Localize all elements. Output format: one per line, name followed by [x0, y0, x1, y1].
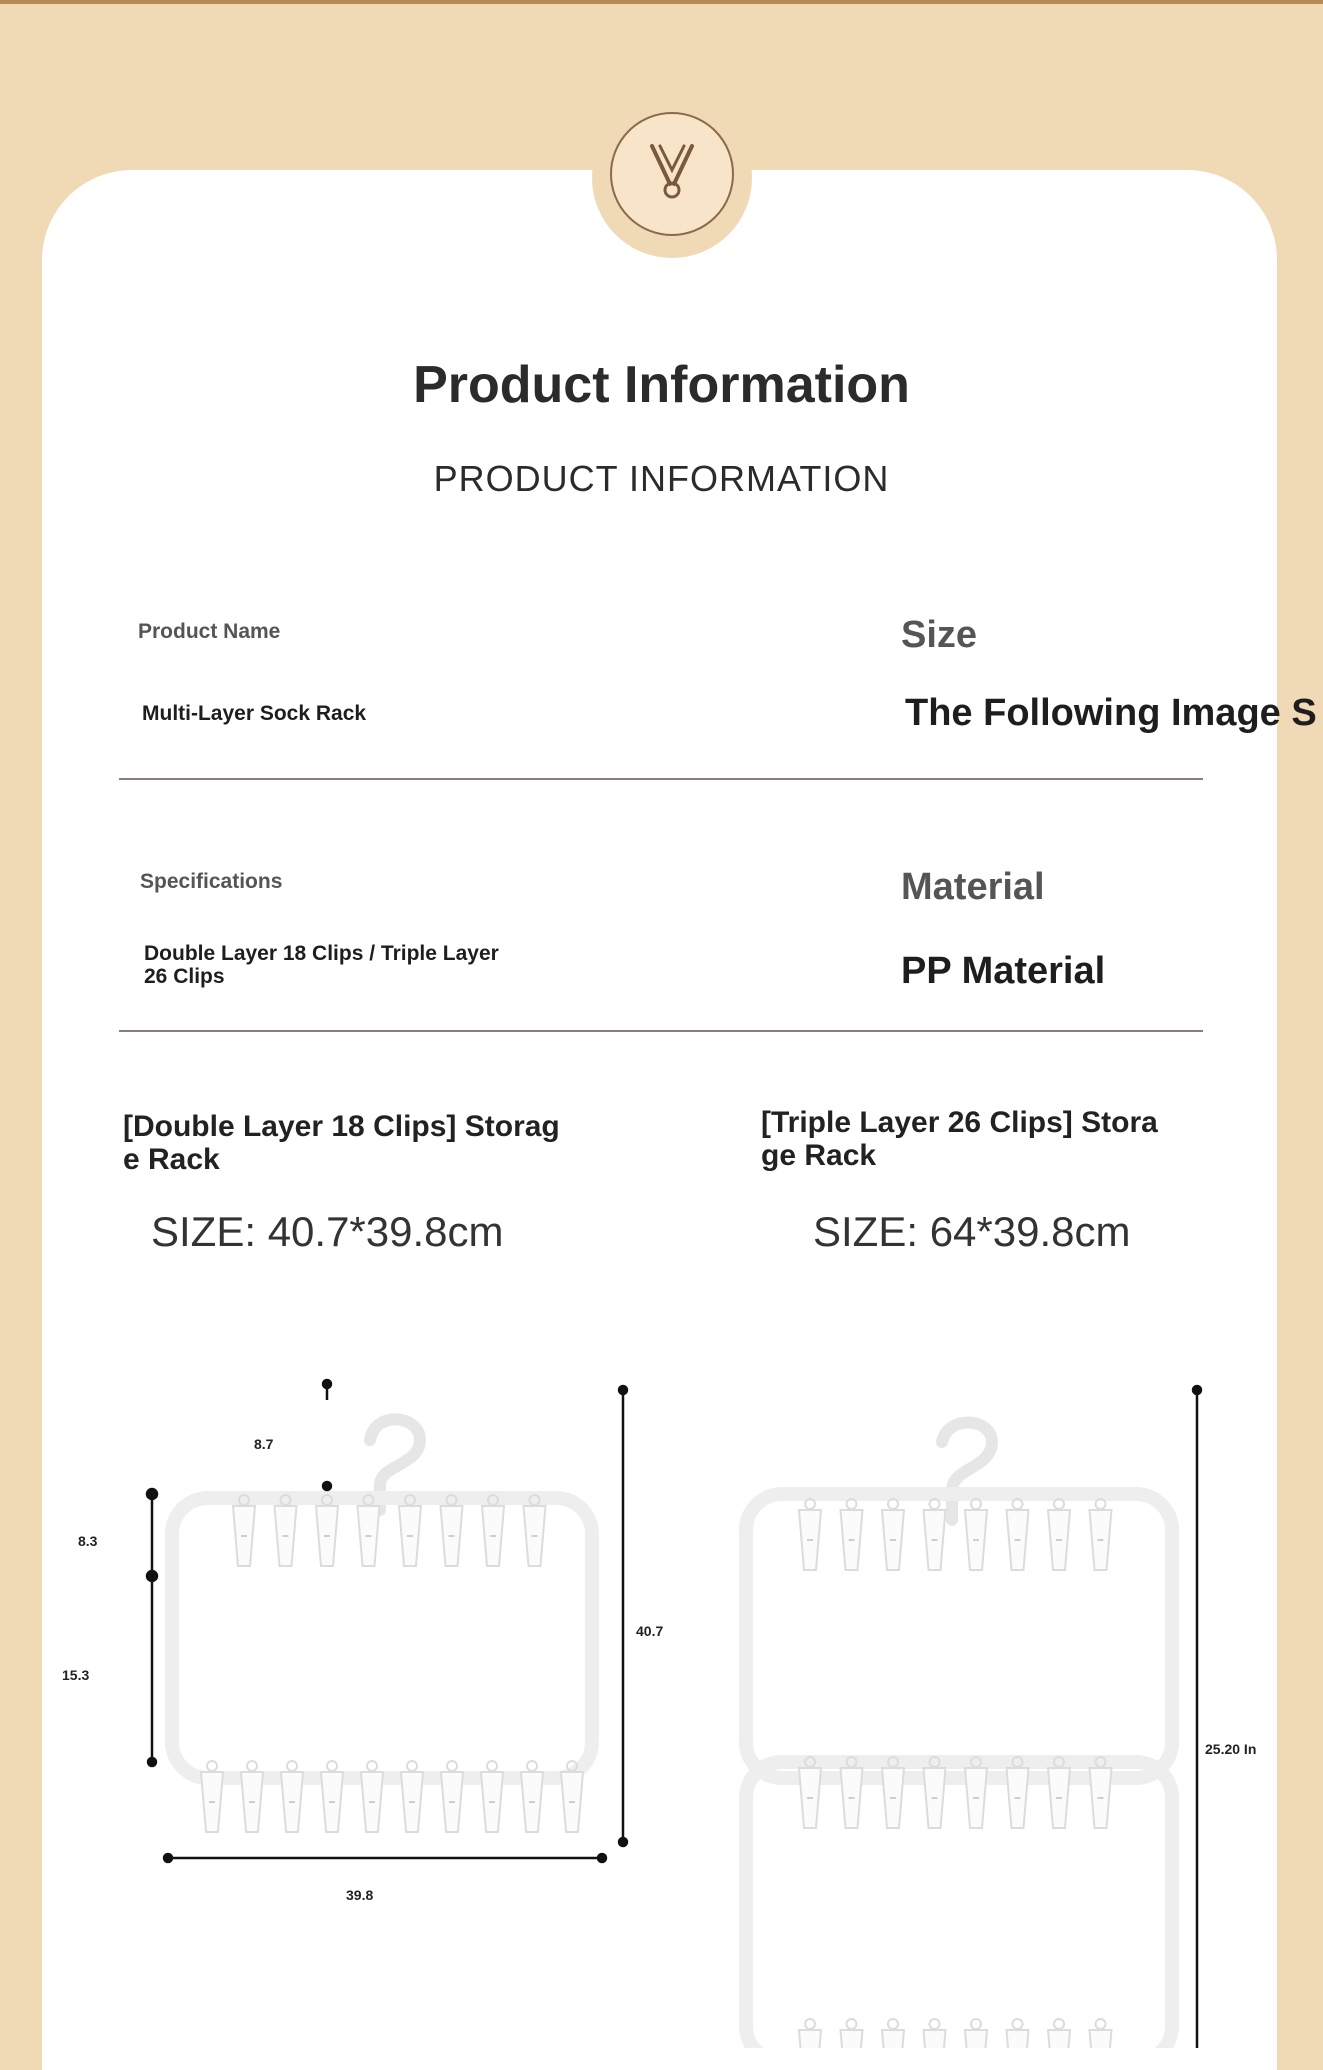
triple-rack-bottom-clips [799, 2019, 1112, 2048]
specifications-value [144, 942, 499, 988]
clip [799, 1499, 821, 1570]
product-name-value: Multi-Layer Sock Rack [142, 702, 367, 725]
dim-top: 8.3 [78, 1533, 98, 1549]
left-dim-top [147, 1489, 157, 1499]
size-triple: SIZE: 64*39.8cm [813, 1208, 1131, 1255]
clip [321, 1761, 343, 1832]
clip [201, 1761, 223, 1832]
clip [399, 1495, 421, 1566]
double-rack-diagram [120, 1370, 640, 1890]
clip [965, 1499, 987, 1570]
clip [841, 1499, 863, 1570]
dim-triple-height: 25.20 In [1205, 1741, 1257, 1757]
rack-title-triple-line1: [Triple Layer 26 Clips] Stora [761, 1106, 1158, 1139]
clip [441, 1761, 463, 1832]
left-dim-bottom [148, 1758, 156, 1766]
clip [401, 1761, 423, 1832]
triple-right-dim-top [1193, 1386, 1201, 1394]
right-dim-top [619, 1386, 627, 1394]
bottom-dim-right [598, 1854, 606, 1862]
specifications-value-line1: Double Layer 18 Clips / Triple Layer [144, 942, 499, 965]
clip [521, 1761, 543, 1832]
dim-middle: 15.3 [62, 1667, 90, 1683]
emblem-badge [610, 112, 734, 236]
clip [799, 1757, 821, 1828]
clip [482, 1495, 504, 1566]
specifications-label: Specifications [140, 870, 283, 893]
clip [481, 1761, 503, 1832]
clip [524, 1495, 546, 1566]
clip [361, 1761, 383, 1832]
clip [441, 1495, 463, 1566]
clip [1048, 1757, 1070, 1828]
clip [841, 2019, 863, 2048]
right-dim-bottom [619, 1838, 627, 1846]
clip [1007, 1757, 1029, 1828]
clip [241, 1761, 263, 1832]
clip [924, 1757, 946, 1828]
material-label: Material [901, 866, 1045, 908]
rack-title-double-line1: [Double Layer 18 Clips] Storag [123, 1110, 560, 1143]
product-name-label: Product Name [138, 620, 281, 643]
clip [1007, 1499, 1029, 1570]
clip [1090, 2019, 1112, 2048]
clip [1090, 1757, 1112, 1828]
rack-title-triple [761, 1106, 1158, 1172]
divider-1 [119, 778, 1203, 780]
clip [281, 1761, 303, 1832]
clip [882, 1757, 904, 1828]
rack-title-triple-line2: ge Rack [761, 1139, 877, 1172]
clip [799, 2019, 821, 2048]
clothes-clip-icon [642, 140, 702, 210]
dim-width: 39.8 [346, 1887, 374, 1903]
specifications-value-line2: 26 Clips [144, 965, 225, 988]
page-title: Product Information [413, 356, 910, 414]
clip [1048, 2019, 1070, 2048]
size-double: SIZE: 40.7*39.8cm [151, 1208, 504, 1255]
material-value: PP Material [901, 950, 1106, 992]
rack-title-double-line2: e Rack [123, 1143, 220, 1176]
top-image-strip [0, 0, 1323, 4]
page-subtitle: PRODUCT INFORMATION [433, 458, 890, 499]
clip [882, 1499, 904, 1570]
hook-dim-end [323, 1380, 331, 1388]
dim-hook: 8.7 [254, 1436, 274, 1452]
dim-height: 40.7 [636, 1623, 664, 1639]
clip [1007, 2019, 1029, 2048]
divider-2 [119, 1030, 1203, 1032]
clip [1090, 1499, 1112, 1570]
clip [965, 2019, 987, 2048]
clip [924, 1499, 946, 1570]
clip [233, 1495, 255, 1566]
clip [924, 2019, 946, 2048]
triple-rack-hook [942, 1422, 992, 1520]
size-label: Size [901, 614, 978, 656]
clip [275, 1495, 297, 1566]
clip [561, 1761, 583, 1832]
rack-title-double [123, 1110, 560, 1176]
clip [1048, 1499, 1070, 1570]
clip [358, 1495, 380, 1566]
clip [965, 1757, 987, 1828]
left-dim-mid [147, 1571, 157, 1581]
size-value: The Following Image S [905, 692, 1317, 734]
hook-dim-start [323, 1482, 331, 1490]
clip [316, 1495, 338, 1566]
bottom-dim-left [164, 1854, 172, 1862]
clip [882, 2019, 904, 2048]
double-rack-top-clips [233, 1495, 546, 1566]
triple-rack-diagram [720, 1370, 1280, 2048]
clip [841, 1757, 863, 1828]
